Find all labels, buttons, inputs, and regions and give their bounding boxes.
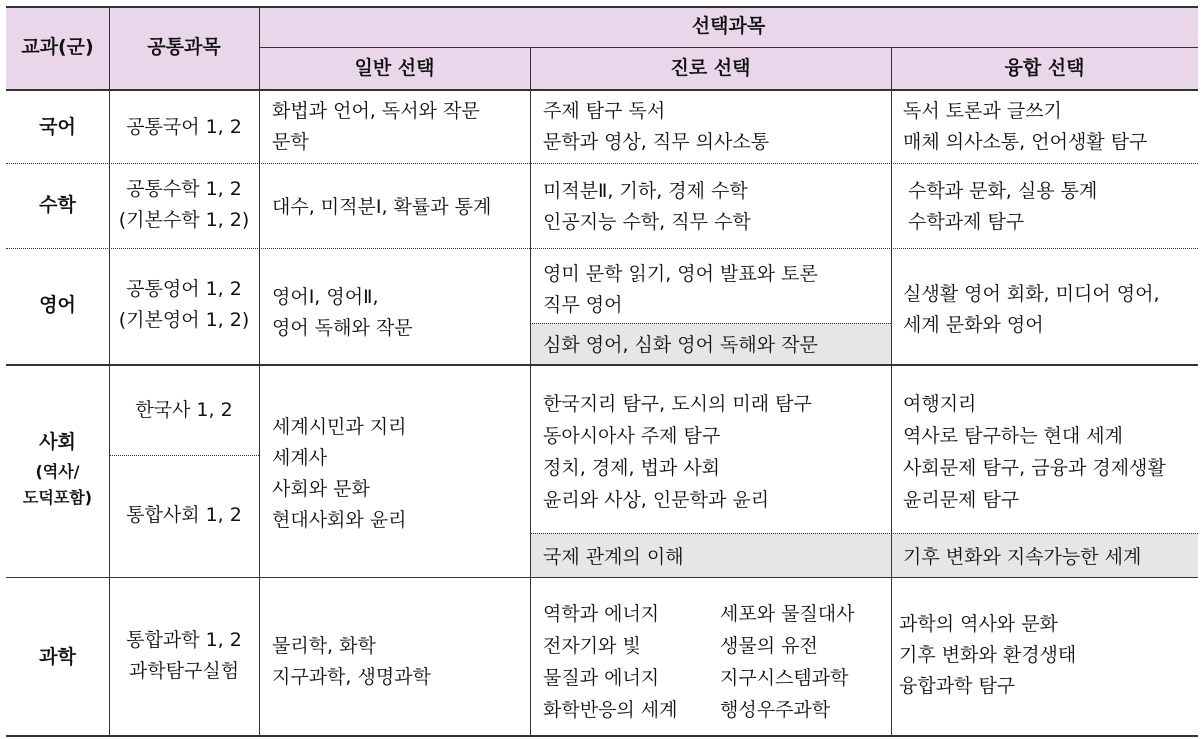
science-common — [109, 625, 259, 687]
col-divider-3 — [530, 47, 531, 737]
science-career-right — [720, 598, 855, 726]
science-common-line: 통합과학 1, 2 — [126, 629, 242, 651]
english-common-line: 공통영어 1, 2 — [126, 278, 242, 300]
social-common-bottom: 통합사회 1, 2 — [126, 504, 242, 526]
subject-social-sub-line: (역사/ — [35, 462, 80, 481]
social-career-line: 동아시아사 주제 탐구 — [543, 425, 721, 447]
korean-common-line: 공통국어 1, 2 — [126, 116, 242, 138]
header-bottom-border — [6, 89, 1198, 91]
subject-math: 수학 — [39, 194, 76, 216]
korean-general-line: 화법과 언어, 독서와 작문 — [272, 100, 480, 122]
subject-social-sub — [6, 459, 109, 511]
english-career-line: 직무 영어 — [543, 294, 623, 316]
korean-convergence-line: 매체 의사소통, 언어생활 탐구 — [903, 131, 1148, 153]
science-career-line: 생물의 유전 — [720, 635, 818, 657]
korean-common — [109, 112, 259, 143]
math-career-line: 인공지능 수학, 직무 수학 — [543, 211, 751, 233]
social-career — [543, 388, 812, 516]
science-career-left — [543, 598, 678, 726]
english-general-line: 영어 독해와 작문 — [272, 317, 413, 339]
subject-english: 영어 — [39, 294, 76, 316]
math-convergence-line: 수학과 문화, 실용 통계 — [908, 180, 1098, 202]
math-general-line: 대수, 미적분Ⅰ, 확률과 통계 — [272, 196, 492, 218]
science-career-line: 화학반응의 세계 — [543, 699, 678, 721]
korean-convergence — [903, 96, 1147, 158]
science-general — [272, 631, 431, 693]
row-divider-korean — [6, 163, 1198, 164]
math-common — [109, 174, 259, 236]
english-convergence — [903, 279, 1160, 341]
science-career-line: 역학과 에너지 — [543, 603, 660, 625]
social-convergence-line: 사회문제 탐구, 금융과 경제생활 — [903, 457, 1166, 479]
science-convergence-line: 과학의 역사와 문화 — [899, 613, 1058, 635]
english-convergence-line: 실생활 영어 회화, 미디어 영어, — [903, 283, 1160, 305]
row-divider-math — [6, 248, 1198, 249]
science-career-line: 행성우주과학 — [720, 699, 831, 721]
header-general: 일반 선택 — [354, 57, 435, 79]
math-career-line: 미적분Ⅱ, 기하, 경제 수학 — [543, 180, 748, 202]
social-convergence-line: 윤리문제 탐구 — [903, 489, 1020, 511]
math-general — [272, 192, 491, 223]
science-convergence-line: 융합과학 탐구 — [899, 675, 1016, 697]
science-general-line: 지구과학, 생명과학 — [272, 666, 431, 688]
english-career-line: 영미 문학 읽기, 영어 발표와 토론 — [543, 263, 818, 285]
english-common — [109, 274, 259, 336]
social-common-divider — [109, 455, 259, 456]
social-shaded-divider — [530, 533, 1198, 534]
table-top-border — [6, 6, 1198, 8]
social-convergence-shaded: 기후 변화와 지속가능한 세계 — [903, 546, 1142, 568]
social-general-line: 세계사 — [272, 447, 328, 469]
social-common-top: 한국사 1, 2 — [135, 399, 233, 421]
subject-social: 사회 — [39, 431, 76, 453]
english-career — [543, 259, 818, 321]
social-general-line: 세계시민과 지리 — [272, 416, 407, 438]
social-convergence-line: 여행지리 — [903, 393, 977, 415]
header-subject-group: 교과(군) — [21, 36, 94, 58]
header-convergence: 융합 선택 — [1004, 57, 1085, 79]
social-career-line: 정치, 경제, 법과 사회 — [543, 457, 721, 479]
header-divider — [259, 47, 1198, 48]
row-divider-english — [6, 364, 1198, 366]
english-common-line: (기본영어 1, 2) — [118, 309, 250, 331]
science-career-line: 지구시스템과학 — [720, 667, 849, 689]
math-common-line: 공통수학 1, 2 — [126, 178, 242, 200]
col-divider-4 — [891, 47, 892, 737]
social-general-line: 현대사회와 윤리 — [272, 509, 407, 531]
row-divider-social — [6, 577, 1198, 578]
col-divider-2 — [259, 6, 260, 737]
header-common: 공통과목 — [147, 36, 221, 58]
social-convergence-line: 역사로 탐구하는 현대 세계 — [903, 425, 1124, 447]
table-bottom-border — [6, 735, 1198, 737]
english-general-line: 영어Ⅰ, 영어Ⅱ, — [272, 286, 379, 308]
korean-general — [272, 96, 480, 158]
math-convergence — [908, 176, 1097, 238]
social-career-line: 윤리와 사상, 인문학과 윤리 — [543, 489, 770, 511]
science-general-line: 물리학, 화학 — [272, 635, 376, 657]
header-elective: 선택과목 — [691, 15, 766, 37]
korean-career — [543, 96, 769, 158]
subject-social-sub-line: 도덕포함) — [22, 488, 93, 507]
social-general — [272, 412, 407, 536]
science-career-line: 세포와 물질대사 — [720, 603, 855, 625]
korean-convergence-line: 독서 토론과 글쓰기 — [903, 100, 1062, 122]
science-convergence — [899, 609, 1076, 702]
social-convergence — [903, 388, 1166, 516]
english-general — [272, 282, 413, 344]
english-career-divider — [530, 323, 891, 324]
science-common-line: 과학탐구실험 — [128, 660, 240, 682]
social-career-shaded: 국제 관계의 이해 — [543, 546, 684, 568]
korean-career-line: 문학과 영상, 직무 의사소통 — [543, 131, 770, 153]
korean-career-line: 주제 탐구 독서 — [543, 100, 666, 122]
subject-science: 과학 — [39, 646, 76, 668]
math-career — [543, 176, 751, 238]
korean-general-line: 문학 — [272, 131, 309, 153]
science-career-line: 물질과 에너지 — [543, 667, 660, 689]
math-convergence-line: 수학과제 탐구 — [908, 211, 1025, 233]
english-career-shaded: 심화 영어, 심화 영어 독해와 작문 — [543, 334, 818, 356]
social-career-line: 한국지리 탐구, 도시의 미래 탐구 — [543, 393, 812, 415]
subject-korean: 국어 — [39, 116, 76, 138]
header-career: 진로 선택 — [670, 57, 751, 79]
science-career-line: 전자기와 빛 — [543, 635, 641, 657]
math-common-line: (기본수학 1, 2) — [118, 209, 250, 231]
social-general-line: 사회와 문화 — [272, 478, 370, 500]
science-convergence-line: 기후 변화와 환경생태 — [899, 644, 1077, 666]
english-convergence-line: 세계 문화와 영어 — [903, 314, 1044, 336]
